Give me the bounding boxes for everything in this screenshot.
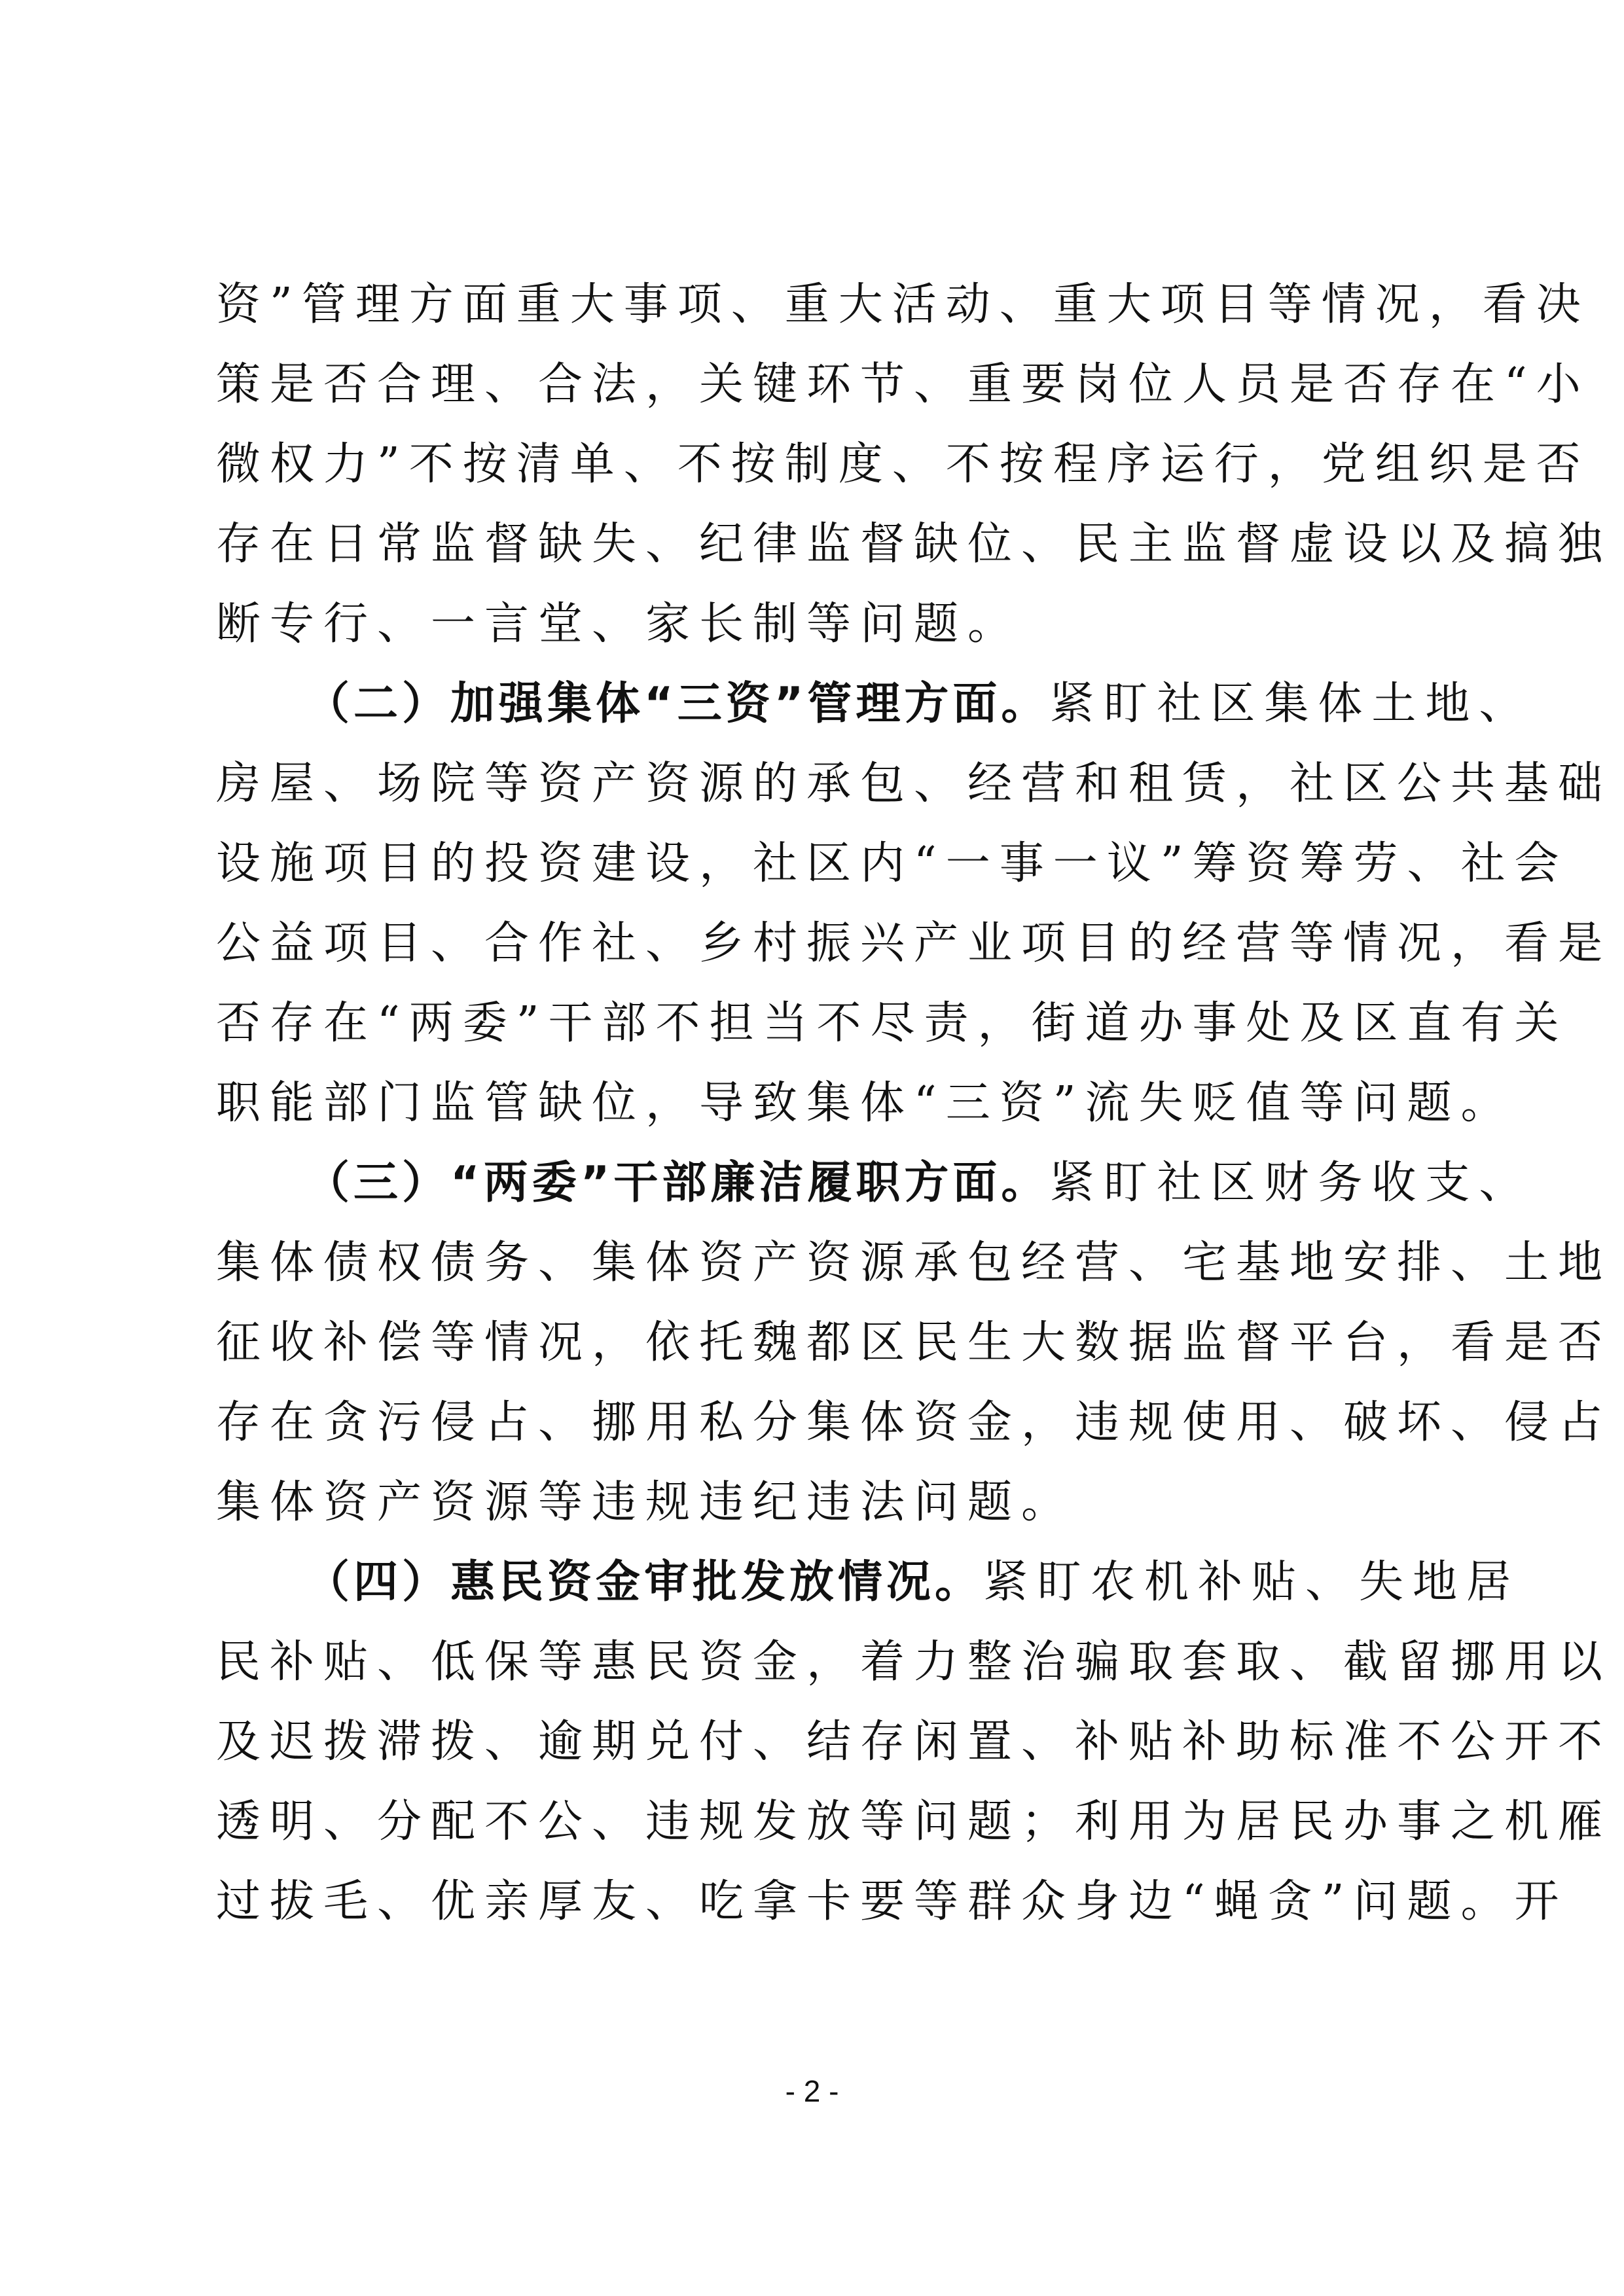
paragraph-line: 存在日常监督缺失、纪律监督缺位、民主监督虚设以及搞独: [216, 518, 1612, 570]
paragraph-line: 集体资产资源等违规违纪违法问题。: [216, 1477, 1075, 1528]
paragraph-line: 设施项目的投资建设，社区内“一事一议”筹资筹劳、社会: [216, 838, 1568, 889]
section-2-first-line: [216, 664, 1533, 744]
section-2-heading: （二）加强集体“三资”管理方面。: [305, 678, 1050, 730]
paragraph-line: 策是否合理、合法，关键环节、重要岗位人员是否存在“小: [216, 359, 1590, 410]
section-4-first-line: [216, 1543, 1521, 1623]
paragraph-line: 公益项目、合作社、乡村振兴产业项目的经营等情况，看是: [216, 918, 1612, 969]
paragraph-line: 征收补偿等情况，依托魏都区民生大数据监督平台，看是否: [216, 1317, 1612, 1369]
section-4-first-text: 紧盯农机补贴、失地居: [983, 1556, 1521, 1608]
paragraph-line: 微权力”不按清单、不按制度、不按程序运行，党组织是否: [216, 439, 1590, 490]
page-number: - 2 -: [785, 2074, 839, 2108]
section-3-heading: （三）“两委”干部廉洁履职方面。: [305, 1157, 1050, 1209]
paragraph-line: 过拔毛、优亲厚友、吃拿卡要等群众身边“蝇贪”问题。开: [216, 1876, 1568, 1928]
paragraph-line: 职能部门监管缺位，导致集体“三资”流失贬值等问题。: [216, 1077, 1515, 1129]
paragraph-line: 资”管理方面重大事项、重大活动、重大项目等情况，看决: [216, 279, 1590, 331]
section-4-heading: （四）惠民资金审批发放情况。: [305, 1556, 984, 1608]
paragraph-line: 集体债权债务、集体资产资源承包经营、宅基地安排、土地: [216, 1237, 1612, 1289]
paragraph-line: 民补贴、低保等惠民资金，着力整治骗取套取、截留挪用以: [216, 1636, 1612, 1688]
section-3-first-text: 紧盯社区财务收支、: [1049, 1157, 1533, 1209]
paragraph-line: 透明、分配不公、违规发放等问题；利用为居民办事之机雁: [216, 1796, 1612, 1848]
paragraph-line: 存在贪污侵占、挪用私分集体资金，违规使用、破坏、侵占: [216, 1397, 1612, 1448]
section-2-first-text: 紧盯社区集体土地、: [1049, 678, 1533, 730]
section-3-first-line: [216, 1143, 1533, 1223]
paragraph-line: 断专行、一言堂、家长制等问题。: [216, 598, 1022, 650]
paragraph-line: 否存在“两委”干部不担当不尽责，街道办事处及区直有关: [216, 997, 1568, 1049]
paragraph-line: 房屋、场院等资产资源的承包、经营和租赁，社区公共基础: [216, 758, 1612, 810]
paragraph-line: 及迟拨滞拨、逾期兑付、结存闲置、补贴补助标准不公开不: [216, 1716, 1612, 1768]
document-body: [216, 265, 1612, 1942]
